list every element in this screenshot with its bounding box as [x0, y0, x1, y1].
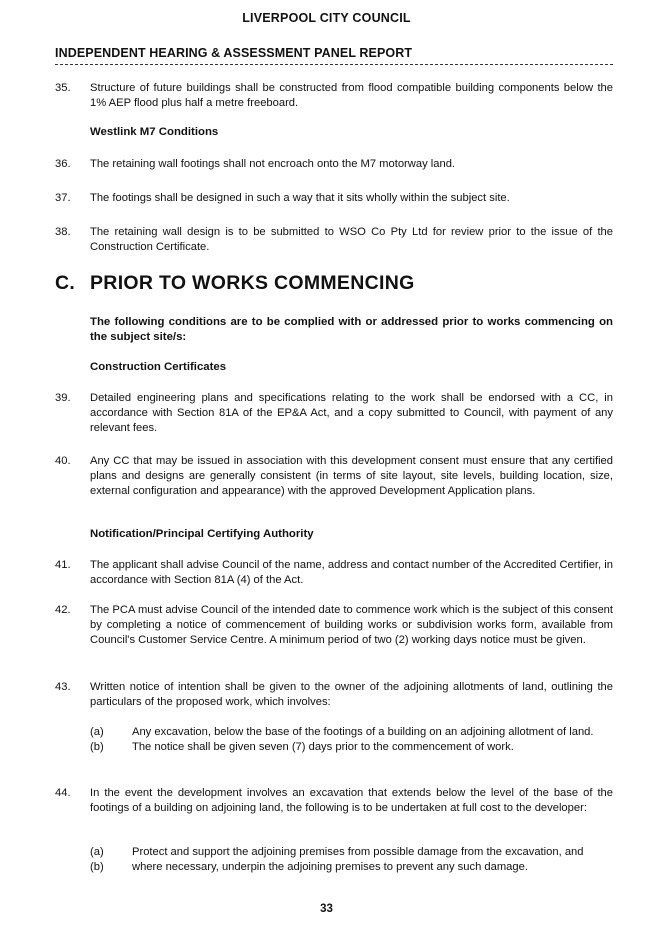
section-letter: C.: [55, 272, 76, 294]
subitem-text: where necessary, underpin the adjoining premises to prevent any such damage.: [132, 861, 528, 873]
condition-44-subitems: [90, 845, 613, 875]
condition-43-subitems: [90, 725, 613, 755]
condition-35: [55, 81, 613, 111]
condition-37: [55, 191, 613, 206]
condition-number: 39.: [55, 392, 71, 404]
section-title: PRIOR TO WORKS COMMENCING: [90, 272, 415, 294]
condition-number: 36.: [55, 158, 71, 170]
subheading-westlink: Westlink M7 Conditions: [90, 126, 219, 138]
report-title: INDEPENDENT HEARING & ASSESSMENT PANEL REPORT: [55, 46, 413, 60]
condition-number: 41.: [55, 559, 71, 571]
condition-42: [55, 603, 613, 648]
condition-number: 42.: [55, 604, 71, 616]
condition-text: The footings shall be designed in such a way that it sits wholly within the subject site.: [90, 192, 510, 204]
subitem-44b: [90, 860, 613, 875]
condition-number: 40.: [55, 455, 71, 467]
condition-text: Detailed engineering plans and specifications relating to the work shall be endorsed with a CC, in accordance with Section 81A of the EP&A Act, and a copy submitted to Council, with payment of any relevant fees.: [90, 392, 613, 434]
condition-text: The retaining wall design is to be submitted to WSO Co Pty Ltd for review prior to the issue of the Construction Certificate.: [90, 226, 613, 253]
subitem-text: Any excavation, below the base of the footings of a building on an adjoining allotment of land.: [132, 726, 594, 738]
condition-36: [55, 157, 613, 172]
subitem-43b: [90, 740, 613, 755]
condition-39: [55, 391, 613, 436]
condition-number: 38.: [55, 226, 71, 238]
subitem-44a: [90, 845, 613, 860]
condition-text: Written notice of intention shall be given to the owner of the adjoining allotments of land, outlining the particulars of the proposed work, which involves:: [90, 681, 613, 708]
condition-38: [55, 225, 613, 255]
condition-text: The PCA must advise Council of the intended date to commence work which is the subject of this consent by completing a notice of commencement of building works or subdivision works form, available from Council's Customer Service Centre. A minimum period of two (2) working days notice must be given.: [90, 604, 613, 646]
condition-41: [55, 558, 613, 588]
subitem-text: The notice shall be given seven (7) days prior to the commencement of work.: [132, 741, 514, 753]
subitem-label: (b): [90, 861, 104, 873]
subitem-label: (a): [90, 846, 104, 858]
condition-text: Any CC that may be issued in association with this development consent must ensure that any certified plans and designs are generally consistent (in terms of site layout, site levels, building location, size, external configuration and appearance) with the approved Development Application plans.: [90, 455, 613, 497]
subheading-notification: Notification/Principal Certifying Authority: [90, 528, 314, 540]
header-divider: [55, 64, 613, 65]
section-intro: The following conditions are to be complied with or addressed prior to works commencing on the subject site/s:: [90, 316, 613, 343]
condition-text: The retaining wall footings shall not encroach onto the M7 motorway land.: [90, 158, 456, 170]
subheading-construction: Construction Certificates: [90, 361, 227, 373]
subitem-label: (b): [90, 741, 104, 753]
condition-text: The applicant shall advise Council of the name, address and contact number of the Accredited Certifier, in accordance with Section 81A (4) of the Act.: [90, 559, 613, 586]
condition-number: 35.: [55, 82, 71, 94]
subitem-label: (a): [90, 726, 104, 738]
condition-number: 37.: [55, 192, 71, 204]
condition-43: [55, 680, 613, 710]
condition-40: [55, 454, 613, 499]
subitem-43a: [90, 725, 613, 740]
condition-44: [55, 786, 613, 816]
subitem-text: Protect and support the adjoining premises from possible damage from the excavation, and: [132, 846, 584, 858]
council-name: LIVERPOOL CITY COUNCIL: [242, 11, 411, 25]
page-number: 33: [320, 903, 333, 915]
condition-number: 43.: [55, 681, 71, 693]
condition-text: Structure of future buildings shall be constructed from flood compatible building components below the 1% AEP flood plus half a metre freeboard.: [90, 82, 613, 109]
condition-text: In the event the development involves an excavation that extends below the level of the base of the footings of a building on adjoining land, the following is to be undertaken at full cost to the developer:: [90, 787, 613, 814]
condition-number: 44.: [55, 787, 71, 799]
section-heading: [55, 272, 415, 295]
